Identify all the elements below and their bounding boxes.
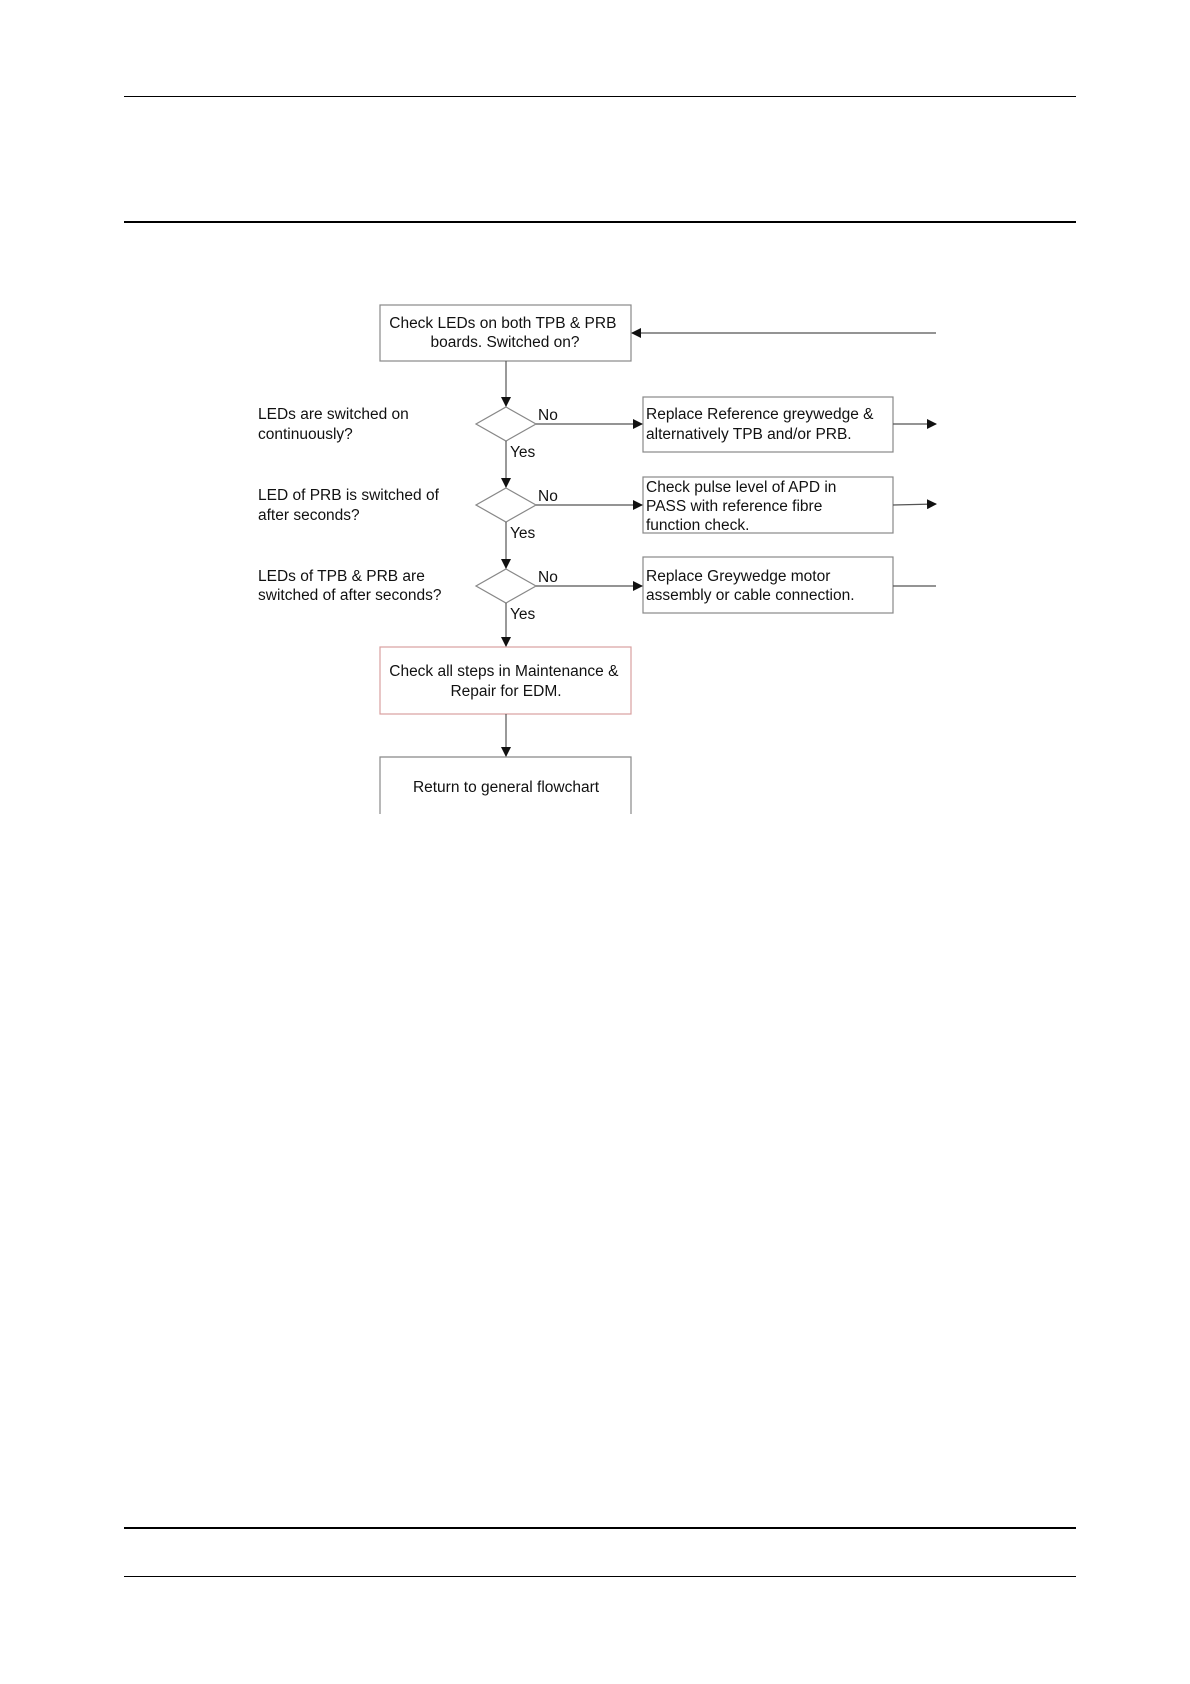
yes-label-1: Yes [510,444,536,461]
question-2-line-1: LED of PRB is switched of [258,487,439,504]
arrow-a2-out [893,504,936,505]
action-3-line-2: assembly or cable connection. [646,587,855,604]
question-3-line-2: switched of after seconds? [258,587,442,604]
maintenance-line-2: Repair for EDM. [450,683,562,700]
start-text-line-2: boards. Switched on? [430,334,580,351]
decision-diamond-1 [476,407,536,441]
yes-label-2: Yes [510,525,536,542]
action-1-line-1: Replace Reference greywedge & [646,406,874,423]
action-1-line-2: alternatively TPB and/or PRB. [646,426,852,443]
svg-text:LEDs are switched on con [258,406,413,443]
decision-diamond-2 [476,488,536,522]
question-3-line-1: LEDs of TPB & PRB are [258,568,425,585]
action-box-3 [643,557,893,613]
return-text: Return to general flowchart [412,779,600,796]
question-1-line-2: continuously? [258,426,353,443]
svg-text:LEDs of TPB & PRB are sw [258,568,442,604]
action-2-line-1: Check pulse level of APD in [646,479,837,496]
action-3-line-1: Replace Greywedge motor [646,568,831,585]
start-box [380,305,631,361]
yes-label-3: Yes [510,606,536,623]
question-2-line-2: after seconds? [258,507,360,524]
no-label-1: No [538,407,558,424]
decision-diamond-3 [476,569,536,603]
no-label-2: No [538,488,558,505]
maintenance-line-1: Check all steps in Maintenance & [389,663,619,680]
no-label-3: No [538,569,558,586]
question-1-line-1: LEDs are switched on [258,406,409,423]
svg-text:LED of PRB is switched of [258,487,443,524]
action-2-line-2: PASS with reference fibre [646,498,823,515]
action-2-line-3: function check. [646,517,750,534]
maintenance-box [380,647,631,714]
start-text-line-1: Check LEDs on both TPB & PRB [389,315,617,332]
